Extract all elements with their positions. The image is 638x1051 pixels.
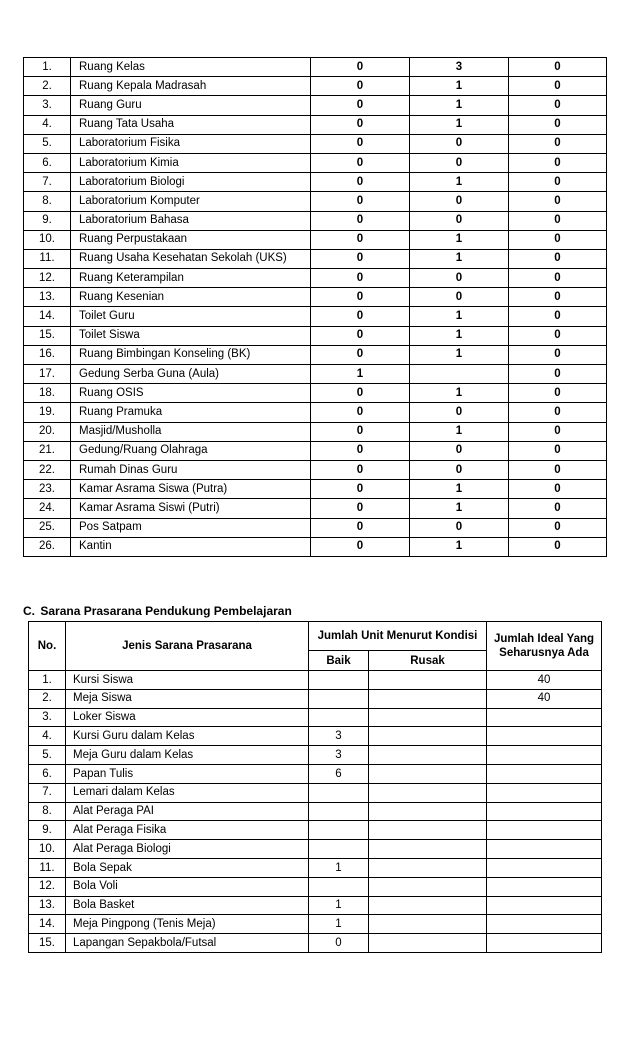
value-cell: 0 — [509, 249, 607, 268]
value-cell: 0 — [311, 326, 410, 345]
baik-count: 0 — [309, 934, 369, 953]
header-no: No. — [29, 622, 66, 671]
item-name: Bola Sepak — [66, 858, 309, 877]
rusak-count — [369, 934, 487, 953]
table-row — [24, 480, 607, 499]
value-cell: 0 — [509, 499, 607, 518]
row-number: 10. — [24, 230, 71, 249]
row-number: 12. — [24, 269, 71, 288]
table-row — [24, 58, 607, 77]
value-cell: 0 — [509, 58, 607, 77]
row-number: 23. — [24, 480, 71, 499]
value-cell: 0 — [311, 460, 410, 479]
baik-count — [309, 671, 369, 690]
value-cell: 0 — [410, 403, 509, 422]
value-cell: 0 — [509, 460, 607, 479]
item-name: Kursi Guru dalam Kelas — [66, 727, 309, 746]
header-row — [29, 622, 602, 651]
room-name: Ruang Bimbingan Konseling (BK) — [71, 345, 311, 364]
room-name: Ruang Guru — [71, 96, 311, 115]
baik-count: 6 — [309, 764, 369, 783]
item-name: Alat Peraga Fisika — [66, 821, 309, 840]
row-number: 24. — [24, 499, 71, 518]
table-row — [24, 288, 607, 307]
room-name: Kantin — [71, 537, 311, 556]
value-cell: 0 — [410, 288, 509, 307]
table-row — [24, 460, 607, 479]
rusak-count — [369, 896, 487, 915]
row-number: 5. — [24, 134, 71, 153]
table-row — [24, 441, 607, 460]
rusak-count — [369, 689, 487, 708]
room-name: Gedung/Ruang Olahraga — [71, 441, 311, 460]
value-cell: 0 — [509, 365, 607, 384]
ideal-count — [487, 877, 602, 896]
value-cell: 1 — [410, 307, 509, 326]
room-name: Ruang Kepala Madrasah — [71, 77, 311, 96]
baik-count: 3 — [309, 727, 369, 746]
ideal-count — [487, 858, 602, 877]
value-cell: 0 — [311, 307, 410, 326]
facility-room-table-body — [24, 58, 607, 557]
value-cell: 0 — [311, 58, 410, 77]
row-number: 20. — [24, 422, 71, 441]
value-cell: 1 — [410, 422, 509, 441]
ideal-count — [487, 783, 602, 802]
table-row — [29, 934, 602, 953]
baik-count — [309, 689, 369, 708]
header-rusak: Rusak — [369, 651, 487, 671]
value-cell: 0 — [509, 115, 607, 134]
item-name: Alat Peraga Biologi — [66, 840, 309, 859]
baik-count — [309, 802, 369, 821]
row-number: 22. — [24, 460, 71, 479]
value-cell: 1 — [410, 230, 509, 249]
item-name: Lemari dalam Kelas — [66, 783, 309, 802]
table-row — [24, 403, 607, 422]
room-name: Ruang Kelas — [71, 58, 311, 77]
baik-count — [309, 877, 369, 896]
value-cell: 1 — [410, 499, 509, 518]
room-name: Ruang Pramuka — [71, 403, 311, 422]
table-row — [29, 746, 602, 765]
rusak-count — [369, 821, 487, 840]
row-number: 26. — [24, 537, 71, 556]
rusak-count — [369, 783, 487, 802]
value-cell: 0 — [410, 460, 509, 479]
table-row — [24, 192, 607, 211]
section-title: Sarana Prasarana Pendukung Pembelajaran — [40, 604, 292, 618]
table-row — [29, 671, 602, 690]
baik-count — [309, 783, 369, 802]
baik-count: 1 — [309, 915, 369, 934]
value-cell: 0 — [311, 518, 410, 537]
value-cell: 0 — [311, 134, 410, 153]
item-name: Kursi Siswa — [66, 671, 309, 690]
table-row — [24, 345, 607, 364]
value-cell: 0 — [311, 384, 410, 403]
ideal-count — [487, 746, 602, 765]
table-row — [24, 499, 607, 518]
table-row — [24, 249, 607, 268]
baik-count — [309, 708, 369, 727]
room-name: Ruang Tata Usaha — [71, 115, 311, 134]
table-row — [24, 326, 607, 345]
value-cell: 1 — [410, 345, 509, 364]
value-cell: 0 — [311, 441, 410, 460]
value-cell: 1 — [311, 365, 410, 384]
value-cell: 0 — [311, 288, 410, 307]
room-name: Laboratorium Biologi — [71, 173, 311, 192]
value-cell: 0 — [509, 518, 607, 537]
ideal-count — [487, 708, 602, 727]
header-jumlah-unit: Jumlah Unit Menurut Kondisi — [309, 622, 487, 651]
value-cell: 0 — [410, 134, 509, 153]
room-name: Ruang Usaha Kesehatan Sekolah (UKS) — [71, 249, 311, 268]
value-cell: 0 — [311, 230, 410, 249]
ideal-count — [487, 802, 602, 821]
value-cell: 0 — [509, 537, 607, 556]
value-cell: 0 — [311, 249, 410, 268]
value-cell: 0 — [311, 269, 410, 288]
value-cell: 1 — [410, 480, 509, 499]
row-number: 12. — [29, 877, 66, 896]
value-cell: 0 — [410, 518, 509, 537]
learning-support-table — [28, 621, 602, 953]
table-row — [29, 802, 602, 821]
table-row — [24, 537, 607, 556]
rusak-count — [369, 727, 487, 746]
table-row — [24, 269, 607, 288]
table-row — [29, 840, 602, 859]
baik-count: 1 — [309, 858, 369, 877]
ideal-count — [487, 915, 602, 934]
value-cell: 0 — [509, 326, 607, 345]
room-name: Laboratorium Fisika — [71, 134, 311, 153]
value-cell: 0 — [311, 173, 410, 192]
value-cell: 1 — [410, 326, 509, 345]
value-cell: 0 — [509, 211, 607, 230]
value-cell: 0 — [509, 134, 607, 153]
room-name: Laboratorium Kimia — [71, 153, 311, 172]
value-cell: 0 — [410, 153, 509, 172]
room-name: Toilet Guru — [71, 307, 311, 326]
row-number: 4. — [24, 115, 71, 134]
item-name: Bola Basket — [66, 896, 309, 915]
room-name: Ruang OSIS — [71, 384, 311, 403]
room-name: Laboratorium Bahasa — [71, 211, 311, 230]
rusak-count — [369, 802, 487, 821]
value-cell: 0 — [509, 230, 607, 249]
table-row — [24, 422, 607, 441]
row-number: 3. — [29, 708, 66, 727]
rusak-count — [369, 764, 487, 783]
row-number: 9. — [29, 821, 66, 840]
value-cell: 1 — [410, 96, 509, 115]
rusak-count — [369, 840, 487, 859]
rusak-count — [369, 671, 487, 690]
table-row — [29, 783, 602, 802]
value-cell — [410, 365, 509, 384]
value-cell: 0 — [509, 307, 607, 326]
row-number: 18. — [24, 384, 71, 403]
value-cell: 0 — [311, 403, 410, 422]
row-number: 7. — [24, 173, 71, 192]
rusak-count — [369, 915, 487, 934]
value-cell: 0 — [311, 192, 410, 211]
value-cell: 0 — [410, 192, 509, 211]
row-number: 19. — [24, 403, 71, 422]
row-number: 2. — [29, 689, 66, 708]
rusak-count — [369, 858, 487, 877]
value-cell: 0 — [509, 269, 607, 288]
room-name: Pos Satpam — [71, 518, 311, 537]
room-name: Rumah Dinas Guru — [71, 460, 311, 479]
table-row — [24, 211, 607, 230]
room-name: Laboratorium Komputer — [71, 192, 311, 211]
row-number: 13. — [29, 896, 66, 915]
ideal-count: 40 — [487, 689, 602, 708]
room-name: Ruang Perpustakaan — [71, 230, 311, 249]
table-row — [24, 153, 607, 172]
room-name: Toilet Siswa — [71, 326, 311, 345]
row-number: 14. — [29, 915, 66, 934]
row-number: 9. — [24, 211, 71, 230]
baik-count — [309, 840, 369, 859]
table-row — [29, 708, 602, 727]
value-cell: 0 — [311, 422, 410, 441]
value-cell: 0 — [509, 345, 607, 364]
item-name: Loker Siswa — [66, 708, 309, 727]
value-cell: 1 — [410, 384, 509, 403]
rusak-count — [369, 877, 487, 896]
value-cell: 0 — [509, 403, 607, 422]
rusak-count — [369, 708, 487, 727]
row-number: 17. — [24, 365, 71, 384]
row-number: 16. — [24, 345, 71, 364]
value-cell: 0 — [509, 173, 607, 192]
row-number: 7. — [29, 783, 66, 802]
table-row — [24, 96, 607, 115]
value-cell: 1 — [410, 77, 509, 96]
room-name: Masjid/Musholla — [71, 422, 311, 441]
section-letter: C. — [23, 604, 35, 618]
ideal-count — [487, 764, 602, 783]
value-cell: 1 — [410, 537, 509, 556]
room-name: Ruang Kesenian — [71, 288, 311, 307]
row-number: 1. — [24, 58, 71, 77]
table-row — [29, 877, 602, 896]
header-baik: Baik — [309, 651, 369, 671]
ideal-count — [487, 840, 602, 859]
value-cell: 0 — [509, 288, 607, 307]
row-number: 15. — [24, 326, 71, 345]
table-row — [24, 230, 607, 249]
item-name: Papan Tulis — [66, 764, 309, 783]
facility-room-table — [23, 57, 607, 557]
header-jumlah-ideal: Jumlah Ideal Yang Seharusnya Ada — [487, 622, 602, 671]
row-number: 21. — [24, 441, 71, 460]
value-cell: 0 — [509, 441, 607, 460]
row-number: 5. — [29, 746, 66, 765]
table-row — [24, 365, 607, 384]
table-row — [29, 915, 602, 934]
table-row — [29, 727, 602, 746]
item-name: Alat Peraga PAI — [66, 802, 309, 821]
value-cell: 0 — [311, 96, 410, 115]
value-cell: 0 — [311, 480, 410, 499]
ideal-count — [487, 821, 602, 840]
baik-count — [309, 821, 369, 840]
baik-count: 3 — [309, 746, 369, 765]
table-row — [29, 858, 602, 877]
table-row — [24, 307, 607, 326]
value-cell: 0 — [311, 345, 410, 364]
value-cell: 0 — [509, 422, 607, 441]
row-number: 6. — [29, 764, 66, 783]
value-cell: 0 — [410, 441, 509, 460]
value-cell: 0 — [311, 211, 410, 230]
value-cell: 0 — [410, 211, 509, 230]
baik-count: 1 — [309, 896, 369, 915]
table-row — [29, 821, 602, 840]
ideal-count — [487, 896, 602, 915]
table-row — [24, 518, 607, 537]
item-name: Lapangan Sepakbola/Futsal — [66, 934, 309, 953]
row-number: 2. — [24, 77, 71, 96]
rusak-count — [369, 746, 487, 765]
row-number: 25. — [24, 518, 71, 537]
item-name: Bola Voli — [66, 877, 309, 896]
value-cell: 0 — [311, 153, 410, 172]
row-number: 3. — [24, 96, 71, 115]
ideal-count — [487, 934, 602, 953]
value-cell: 1 — [410, 115, 509, 134]
item-name: Meja Siswa — [66, 689, 309, 708]
value-cell: 0 — [509, 192, 607, 211]
room-name: Ruang Keterampilan — [71, 269, 311, 288]
table-row — [24, 115, 607, 134]
table-row — [29, 764, 602, 783]
value-cell: 3 — [410, 58, 509, 77]
table-row — [24, 173, 607, 192]
table-row — [24, 384, 607, 403]
table-row — [29, 689, 602, 708]
room-name: Gedung Serba Guna (Aula) — [71, 365, 311, 384]
value-cell: 1 — [410, 173, 509, 192]
row-number: 15. — [29, 934, 66, 953]
room-name: Kamar Asrama Siswi (Putri) — [71, 499, 311, 518]
row-number: 8. — [29, 802, 66, 821]
room-name: Kamar Asrama Siswa (Putra) — [71, 480, 311, 499]
value-cell: 0 — [311, 499, 410, 518]
table-row — [29, 896, 602, 915]
row-number: 8. — [24, 192, 71, 211]
learning-support-table-body — [29, 671, 602, 953]
value-cell: 0 — [509, 77, 607, 96]
ideal-count — [487, 727, 602, 746]
row-number: 4. — [29, 727, 66, 746]
item-name: Meja Pingpong (Tenis Meja) — [66, 915, 309, 934]
row-number: 11. — [24, 249, 71, 268]
value-cell: 0 — [311, 537, 410, 556]
value-cell: 0 — [311, 115, 410, 134]
header-name: Jenis Sarana Prasarana — [66, 622, 309, 671]
row-number: 10. — [29, 840, 66, 859]
value-cell: 0 — [509, 96, 607, 115]
value-cell: 0 — [509, 480, 607, 499]
row-number: 6. — [24, 153, 71, 172]
table-row — [24, 77, 607, 96]
value-cell: 0 — [311, 77, 410, 96]
row-number: 13. — [24, 288, 71, 307]
row-number: 11. — [29, 858, 66, 877]
row-number: 14. — [24, 307, 71, 326]
value-cell: 0 — [509, 384, 607, 403]
value-cell: 0 — [410, 269, 509, 288]
item-name: Meja Guru dalam Kelas — [66, 746, 309, 765]
value-cell: 1 — [410, 249, 509, 268]
table-row — [24, 134, 607, 153]
section-c-heading — [23, 604, 292, 618]
row-number: 1. — [29, 671, 66, 690]
value-cell: 0 — [509, 153, 607, 172]
ideal-count: 40 — [487, 671, 602, 690]
